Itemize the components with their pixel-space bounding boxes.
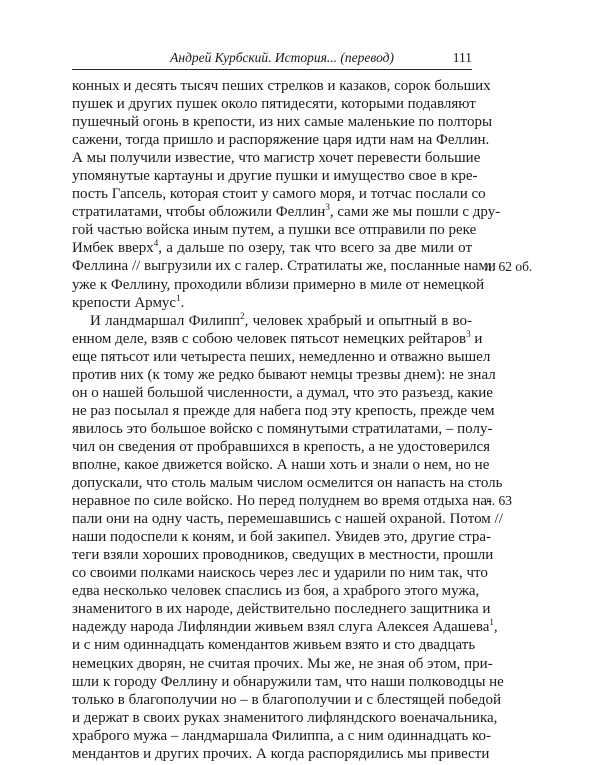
text-line: Имбек вверх$^4$, а дальше по озеру, так что всего за две мили от	[72, 238, 472, 257]
text-line: не раз посылал я прежде для набега под эту крепость, прежде чем	[72, 402, 495, 419]
text-line: только в благополучии но – в благополучии и с блестящей победой	[72, 691, 502, 708]
page-number: 111	[452, 50, 472, 65]
text-line: Феллина // выгрузили их с галер. Стратилаты же, посланные нами	[72, 258, 496, 275]
footnote-marker: 3	[325, 202, 330, 213]
text-line: гой частью войска иным путем, а пушки все отправили по реке	[72, 222, 477, 239]
text-line: пушек и других пушек около пятидесяти, которыми подавляют	[72, 96, 476, 113]
text-line: едва несколько человек спаслись из боя, а храброго этого мужа,	[72, 583, 480, 600]
text-line: шли к городу Феллину и обнаружили там, что наши полководцы не	[72, 673, 504, 690]
footnote-marker: 2	[240, 310, 245, 321]
folio-margin-note: л. 62 об.	[485, 258, 533, 274]
text-line: еще пятьсот или четыреста пеших, немедленно и отважно вышел	[72, 348, 491, 365]
text-line: И ландмаршал Филипп$^2$, человек храбрый и опытный в во-	[90, 310, 473, 329]
text-line: и с ним одиннадцать комендантов живьем взято и сто двадцать	[72, 637, 476, 654]
text-line: неравное по силе войско. Но перед полуднем во время отдыха на-	[72, 493, 492, 510]
text-line: знаменитого в их народе, действительно последнего защитника и	[72, 601, 491, 618]
text-line: со своими полками наискось через лес и ударили по ним так, что	[72, 565, 488, 582]
footnote-marker: 1	[176, 292, 181, 303]
folio-margin-note: л. 63	[485, 493, 512, 509]
text-line: и держат в своих руках знаменитого лифляндского военачальника,	[72, 709, 498, 726]
text-line: теги взяли хороших проводников, сведущих в местности, прошли	[72, 547, 494, 564]
text-line: против них (к тому же редко бывают немцы трезвы днем): не знал	[72, 366, 496, 383]
running-header-title: Андрей Курбский. История... (перевод)	[170, 50, 394, 65]
text-line: надежду народа Лифляндии живьем взял слуга Алексея Адашева$^1$,	[72, 617, 498, 636]
text-line: пушечный огонь в крепости, из них самые маленькие по полторы	[72, 114, 493, 131]
text-line: допускали, что столь малым числом осмелится он напасть на столь	[72, 475, 503, 492]
paragraph	[72, 77, 501, 312]
footnote-marker: 1	[489, 617, 494, 628]
text-line: пали они на одну часть, перемешавшись с нашей охраной. Потом //	[72, 511, 503, 528]
text-line: храброго мужа – ландмаршала Филиппа, а с ним одиннадцать ко-	[72, 727, 491, 744]
text-line: упомянутые картауны и другие пушки и имущество свое в кре-	[72, 168, 478, 185]
text-line: крепости Армус$^1$.	[72, 292, 185, 311]
running-header	[72, 50, 472, 66]
footnote-marker: 4	[153, 238, 159, 249]
text-line: сажени, тогда пришло и распоряжение царя идти нам на Феллин.	[72, 132, 490, 149]
text-line: чил он сведения от пробравшихся в крепость, а не удостоверился	[72, 438, 491, 455]
header-rule	[72, 69, 472, 70]
text-line: мендантов и других прочих. А когда распорядились мы привести	[72, 745, 490, 762]
text-line: уже к Феллину, проходили вблизи примерно в миле от немецкой	[72, 276, 485, 293]
footnote-marker: 3	[466, 328, 471, 339]
text-line: вполне, какое движется войско. А наши хоть и знали о нем, но не	[72, 456, 490, 473]
text-line: конных и десять тысяч пеших стрелков и казаков, сорок больших	[72, 78, 491, 94]
text-line: он о нашей большой численности, а думал, что это разъезд, какие	[72, 384, 493, 401]
text-line: А мы получили известие, что магистр хочет перевести большие	[72, 150, 481, 167]
text-line: явилось это большое войско с помянутыми стратилатами, – полу-	[72, 420, 493, 437]
text-line: енном деле, взяв с собою человек пятьсот немецких рейтаров$^3$ и	[72, 328, 483, 347]
text-line: наши подоспели к коням, и бой закипел. Увидев это, другие стра-	[72, 529, 491, 546]
text-line: немецких дворян, не считая прочих. Мы же, не зная об этом, при-	[72, 655, 493, 672]
text-line: пость Гапсель, которая стоит у самого моря, и тотчас послали со	[72, 186, 486, 203]
text-line: стратилатами, чтобы обложили Феллин$^3$, сами же мы пошли с дру-	[72, 202, 501, 221]
